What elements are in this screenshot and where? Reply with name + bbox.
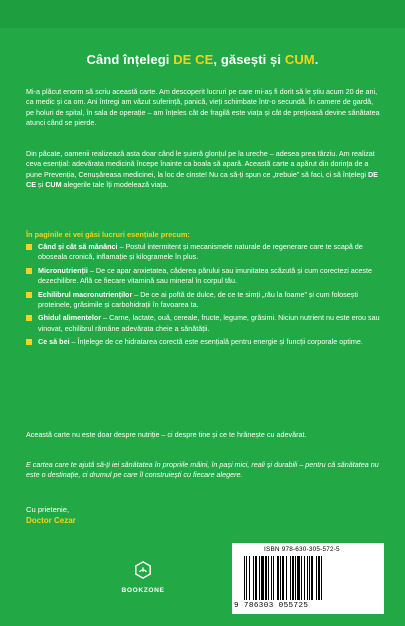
- publisher-name: BOOKZONE: [121, 587, 165, 594]
- list-item: [26, 337, 382, 347]
- item-label: Micronutrienții: [38, 265, 88, 275]
- top-band: [0, 0, 405, 28]
- p2-bold-1: DE CE: [26, 169, 378, 190]
- second-paragraph: [26, 149, 382, 191]
- headline: [0, 52, 405, 67]
- headline-pre: Când înțelegi: [86, 52, 174, 67]
- item-text: – De ce apar anxietatea, căderea părului sau imunitatea scăzută și cum corectezi aceste dezechilibre. Află ce fiecare vitamină sau mineral în corpul tău.: [38, 265, 372, 286]
- list-title: În paginile ei vei găsi lucruri esențiale precum:: [26, 230, 190, 239]
- item-text: – Postul intermitent și mecanismele naturale de regenerare care te scapă de oboseala cronică, inflamație și kilogramele în plus.: [38, 242, 363, 262]
- bullet-square-icon: [26, 268, 32, 274]
- closing-paragraph: Această carte nu este doar despre nutriție – ci despre tine și ce te hrănește cu adevărat.: [26, 430, 307, 439]
- item-label: Ce să bei: [38, 337, 70, 347]
- barcode-digits: 9 786303 055725: [234, 602, 309, 610]
- italic-paragraph: E cartea care te ajută să-ți iei sănătatea în propriile mâini, în pași mici, reali și durabili – pentru că sănătatea nu este o destinație, ci drumul pe care îl construiești cu fiecare alegere.: [26, 460, 379, 480]
- headline-mid: , găsești și: [213, 52, 285, 67]
- list-item: [26, 242, 382, 263]
- item-label: Echilibrul macronutrienților: [38, 289, 133, 299]
- list-item: [26, 313, 382, 334]
- list-item: [26, 266, 382, 287]
- bullet-square-icon: [26, 339, 32, 345]
- p2-text-c: și: [36, 180, 46, 190]
- p2-bold-2: CUM: [45, 180, 62, 190]
- essentials-list: [26, 242, 382, 351]
- bookzone-logo-icon: [134, 561, 152, 579]
- list-item: [26, 290, 382, 311]
- barcode-bar: [322, 556, 324, 600]
- publisher-logo: [117, 561, 169, 601]
- p2-text-e: alegerile tale îți modelează viața.: [61, 180, 169, 190]
- headline-post: .: [314, 52, 319, 67]
- bullet-square-icon: [26, 315, 32, 321]
- item-label: Ghidul alimentelor: [38, 313, 102, 323]
- item-text: – Carne, lactate, ouă, cereale, fructe, legume, grăsimi. Niciun nutrient nu este erou sau vinovat, echilibrul rămâne adevărata cheie a sănătății.: [38, 313, 380, 333]
- signature-greeting: Cu prietenie,: [26, 505, 70, 514]
- bullet-square-icon: [26, 292, 32, 298]
- item-text: – De ce ai poftă de dulce, de ce te simți „rău la foame” și cum folosești proteinele, grăsimile și carbohidrații în favoarea ta.: [38, 289, 358, 310]
- signature-name: Doctor Cezar: [26, 516, 76, 525]
- p2-text-a: Din păcate, oamenii realizează asta doar când le șuieră glonțul pe la ureche – adesea prea târziu. Am realizat ceva esențial: adevărata medicină începe înainte ca boala să apară. Această carte a apărut din dorința de a pune Prevenția, Cenușăreasa medicinei, la loc de cinste! Nu ca să-ți spun ce „trebuie” să faci, ci să înțelegi: [26, 149, 375, 179]
- signature: [26, 504, 382, 526]
- isbn-text: ISBN 978-630-305-572-5: [264, 546, 340, 553]
- item-label: Când și cât să mănânci: [38, 242, 118, 251]
- barcode-bars: [244, 556, 372, 600]
- isbn-barcode: [232, 543, 384, 614]
- item-text: – Înțelege de ce hidratarea corectă este esențială pentru energie și funcții corporale optime.: [69, 337, 363, 347]
- bullet-square-icon: [26, 244, 32, 250]
- headline-highlight-2: CUM: [284, 52, 315, 67]
- intro-paragraph: Mi-a plăcut enorm să scriu această carte. Am descoperit lucruri pe care mi-aș fi dorit să le știu acum 20 de ani, ca medic și ca om. Ani întregi am văzut suferință, panică, vieți schimbate într-o secundă. În camere de gardă, pe holuri de spital, în sala de operație – am înțeles cât de fragilă este viața și cât de prețioasă devine sănătatea atunci când se pierde.: [26, 87, 380, 128]
- headline-highlight-1: DE CE: [173, 52, 214, 67]
